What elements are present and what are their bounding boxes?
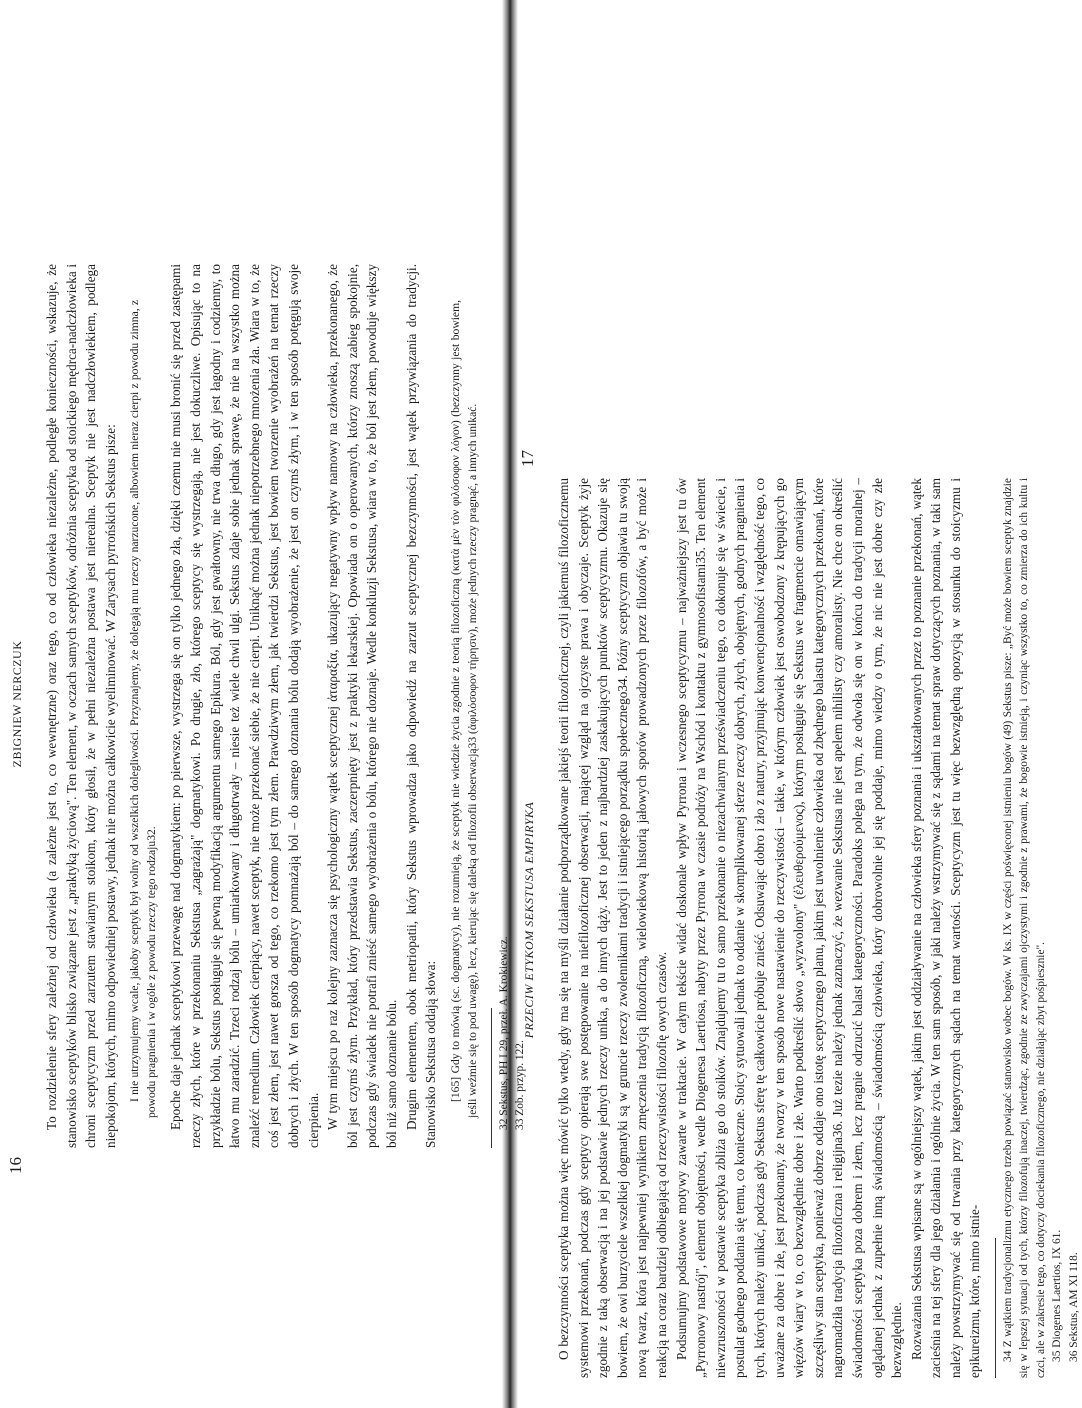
footnote-rule [491, 1008, 492, 1148]
running-head: ZBIGNIEW NERCZUK [10, 640, 24, 768]
quote-text: [165] Gdy to mówią (sc. dogmatycy), nie rozumieją, że sceptyk nie wiedzie życia zgodnie z teorią filozoficzną (κατὰ μὲν τὸν φιλόσοφον λόγον) (bezczynny jest bowiem, jeśli weźmie się to pod uwagę), lecz, kierując się daleką od filozofii obserwacją33 (ἀφιλόσοφον τήρησιν), może jednych rzeczy pragnąć, a innych unikać. [448, 300, 479, 1118]
footnote: 34 Z wątkiem tradycjonalizmu etycznego trzeba powiązać stanowisko wobec bogów. W ks. IX w części poświęconej istnieniu bogów (49) Sekstus pisze: „Być może bowiem sceptyk znajdzie się w lepszej sytuacji od tych, którzy filozofują inaczej, twierdząc, zgodnie ze zwyczajami ojczystymi i zgodnie z prawami, że bogowie istnieją, i czyniąc wszystko to, co zmierza do ich kultu i czci, ale w zakresie tego, co dotyczy dociekania filozoficznego, nie działając zbyt pośpiesznie". [1002, 478, 1047, 1378]
running-head [522, 450, 537, 1390]
footnote: 35 Diogenes Laertios, IX 61. [1051, 1229, 1064, 1362]
footnote: 36 Sekstus, AM XI 118. [1067, 1252, 1080, 1362]
quote-text: I nie utrzymujemy wcale, jakoby sceptyk był wolny od wszelkich dolegliwości. Przyznajemy, że dolegają mu rzeczy narzucone, albowiem nieraz cierpi z powodu zimna, z powodu pragnienia i w ogóle z powodu rzeczy tego rodzaju32. [128, 300, 159, 1118]
paragraph: Drugim elementem, obok metriopatii, który Sekstus wprowadza jako odpowiedź na zarzut sceptycznej bezczynności, jest wątek przywiązania do tradycji. Stanowisko Sekstusa oddają słowa: [403, 264, 439, 1148]
block-quote [126, 300, 160, 1118]
running-head-text: PRZECIW ETYKOM SEKSTUSA EMPIRYKA [522, 801, 536, 1039]
footnote: 32 Sekstus, PH I 29, przeł. A. Krokiewicz. [497, 936, 510, 1130]
left-page-header [8, 234, 34, 1174]
block-quote [447, 300, 481, 1118]
page-number: 16 [6, 1157, 25, 1174]
paragraph: Podsumujmy podstawowe motywy zawarte w traktacie. W całym tekście widać doskonale wpływ Pyrrona i wczesnego sceptycyzmu – najważniejszy jest tu ów „Pyrronowy nastrój", element obojętności, wedle Diogenesa Laertiosa, nabyty przez Pyrrona w czasie podróży na Wschód i kontaktu z gymnosofistami35. Ten element niewzruszoności w postawie sceptyka zbliża go do stoików. Znajdujemy tu to samo przekonanie o niezachwianym przeświadczeniu tego, co dokonuje się w świecie, i postulat godnego poddania się temu, co konieczne. Stoicy sytuowali jednak to oddanie w skomplikowanej sferze rzeczy dobrych, złych, obojętnych, godnych pragnienia i tych, których należy unikać, podczas gdy Sekstus sferę tę całkowicie próbuje znieść. Odsuwając dobro i zło z natury, przyjmując konwencjonalność i względność tego, co uważane za dobre i złe, jest przekonany, że tworzy w ten sposób nowe nastawienie do rzeczywistości – takie, w którym człowiek jest oswobodzony z krępujących go więzów wiary w to, co bezwzględnie dobre i złe. Warto podkreślić słowo „wyzwolony" (ἐλευθερούμενος), którym posługuje się Sekstus we fragmencie omawiającym szczęśliwy stan sceptyka, ponieważ dobrze oddaje ono istotę sceptycznego planu, jakim jest uwolnienie człowieka od zbędnego balastu kategorycznych przekonań, które nagromadziła tradycja filozoficzna i religijna36. Już tezie należy jednak zaznaczyć, że wezwanie Sekstusa nie jest apelem nihilisty czy amoralisty. Nie chce on określić świadomości sceptyka poza dobrem i złem, lecz pragnie odrzucić balast kategoryczności. Paradoks polega na tym, że odwoła się on w końcu do tradycji moralnej – oglądanej jednak z zupełnie inną świadomością – świadomością człowieka, który dobrowolnie jej się poddaje, mimo wiedzy o tym, że nic nie jest dobre czy złe bezwzględnie. [673, 478, 905, 1378]
footnote-rule [995, 1238, 996, 1378]
paragraph: Epoche daje jednak sceptykowi przewagę nad dogmatykiem: po pierwsze, wystrzega się on tylko jednego zła, dzięki czemu nie musi bronić się przed zastępami rzeczy złych, które w przekonaniu Sekstusa „zagrażają" dogmatykowi. Po drugie, zło, którego sceptycy się wystrzegają, nie jest dokuczliwe. Opisując to na przykładzie bólu, Sekstus posługuje się pewną modyfikacją argumentu samego Epikura. Ból, gdy jest gwałtowny, nie trwa długo, gdy jest łagodny i codzienny, to łatwo mu zaradzić. Trzeci rodzaj bólu – umiarkowany i długotrwały – niesie też wiele chwil ulgi. Sekstus zdaje sobie jednak sprawę, że nie na wszystko można znaleźć remedium. Człowiek cierpiący, nawet sceptyk, nie może przekonać siebie, że nie cierpi. Uniknąć można jednak niepotrzebnego mnożenia zła. Wiara w to, że coś jest złem, jest nawet gorsza od tego, co rzekomo jest tym złem. Prawdziwym złem, jak twierdzi Sekstus, jest bowiem tworzenie wyobrażeń na temat rzeczy dobrych i złych. W ten sposób dogmatycy pomnażają ból – do samego doznania bólu dodają wyobrażenie, że jest on czymś złym, i w ten sposób potęgują swoje cierpienia. [168, 264, 321, 1148]
paragraph: W tym miejscu po raz kolejny zaznacza się psychologiczny wątek sceptycznej ἀταραξία, ukazujący negatywny wpływ namowy na człowieka, przekonanego, że ból jest czymś złym. Przykład, który przedstawia Sekstus, zaczerpnięty jest z praktyki lekarskiej. Opowiada on o operowanych, którzy znoszą zabieg spokojnie, podczas gdy świadek nie potrafi znieść samego wyobrażenia o bólu, którego nie doznaje. Wedle konkluzji Sekstusa, wiara w to, że ból jest złem, powoduje większy ból niż samo doznanie bólu. [325, 264, 399, 1148]
right-page-body [554, 478, 1080, 1378]
paragraph: O bezczynności sceptyka można więc mówić tylko wtedy, gdy ma się na myśli działanie podporządkowane jakiejś teorii filozoficznej, czyli jakiemuś filozoficznemu systemowi przekonań, podczas gdy sceptycy opierają swe postępowanie na niefilozoficznej obserwacji, mającej wzgląd na ojczyste prawa i obyczaje. Sceptyk żyje zgodnie z taką obserwacją i na jej podstawie jednych rzeczy unika, a do innych dąży. Jest to jeden z najbardziej zaskakujących punktów sceptycyzmu. Okazuje się bowiem, że owi burzyciele wszelkiej dogmatyki są w gruncie rzeczy zwolennikami tradycji i istniejącego porządku społecznego34. Późny sceptycyzm objawia tu swoją nową twarz, która jest najpewniej wynikiem zmęczenia tradycją filozoficzną, wielowiekową historią jałowych sporów prowadzonych przez filozofów, a być może i reakcją na coraz bardziej odbiegającą od rzeczywistości filozofię owych czasów. [556, 478, 669, 1378]
right-page-header [520, 450, 546, 1390]
page-number: 17 [518, 450, 537, 467]
right-page [512, 440, 1080, 1400]
footnote: 33 Zob. przyp. 122. [514, 1040, 527, 1130]
left-page [0, 224, 527, 1184]
paragraph: Rozważania Sekstusa wpisane są w ogólniejszy wątek, jakim jest oddziaływanie na człowieka sfery poznania i ukształtowanych przez to poznanie przekonań, wątek zacieśnia na tej sfery dla jego działania i ogólnie życia. W ten sam sposób, w jaki należy wstrzymywać się z sądami na temat spraw dotyczących poznania, w taki sam należy powstrzymywać się od trwania przy kategorycznych sądach na temat wartości. Sceptycyzm jest tu więc bezwzględną opozycją w stosunku do stoicyzmu i epikureizmu, które, mimo istnie- [908, 478, 983, 1378]
paragraph: To rozdzielenie sfery zależnej od człowieka (a zależne jest to, co wewnętrzne) oraz tego, co od człowieka niezależne, podległe konieczności, wskazuje, że stanowisko sceptyków blisko związane jest z „praktyką życiową". Ten element, w oczach samych sceptyków, odróżnia sceptyka od stoickiego mędrca-nadczłowieka i chroni sceptycyzm przed zarzutem stawianym stoikom, który głosił, że w pełni niezależna postawa jest nierealna. Sceptyk nie jest nadczłowiekiem, podlega niepokojom, których, mimo odpowiedniej postawy, jednak nie można całkowicie wyeliminować. W Zarysach pyrrońskich Sekstus pisze: [44, 264, 118, 1148]
left-page-body [42, 264, 527, 1148]
